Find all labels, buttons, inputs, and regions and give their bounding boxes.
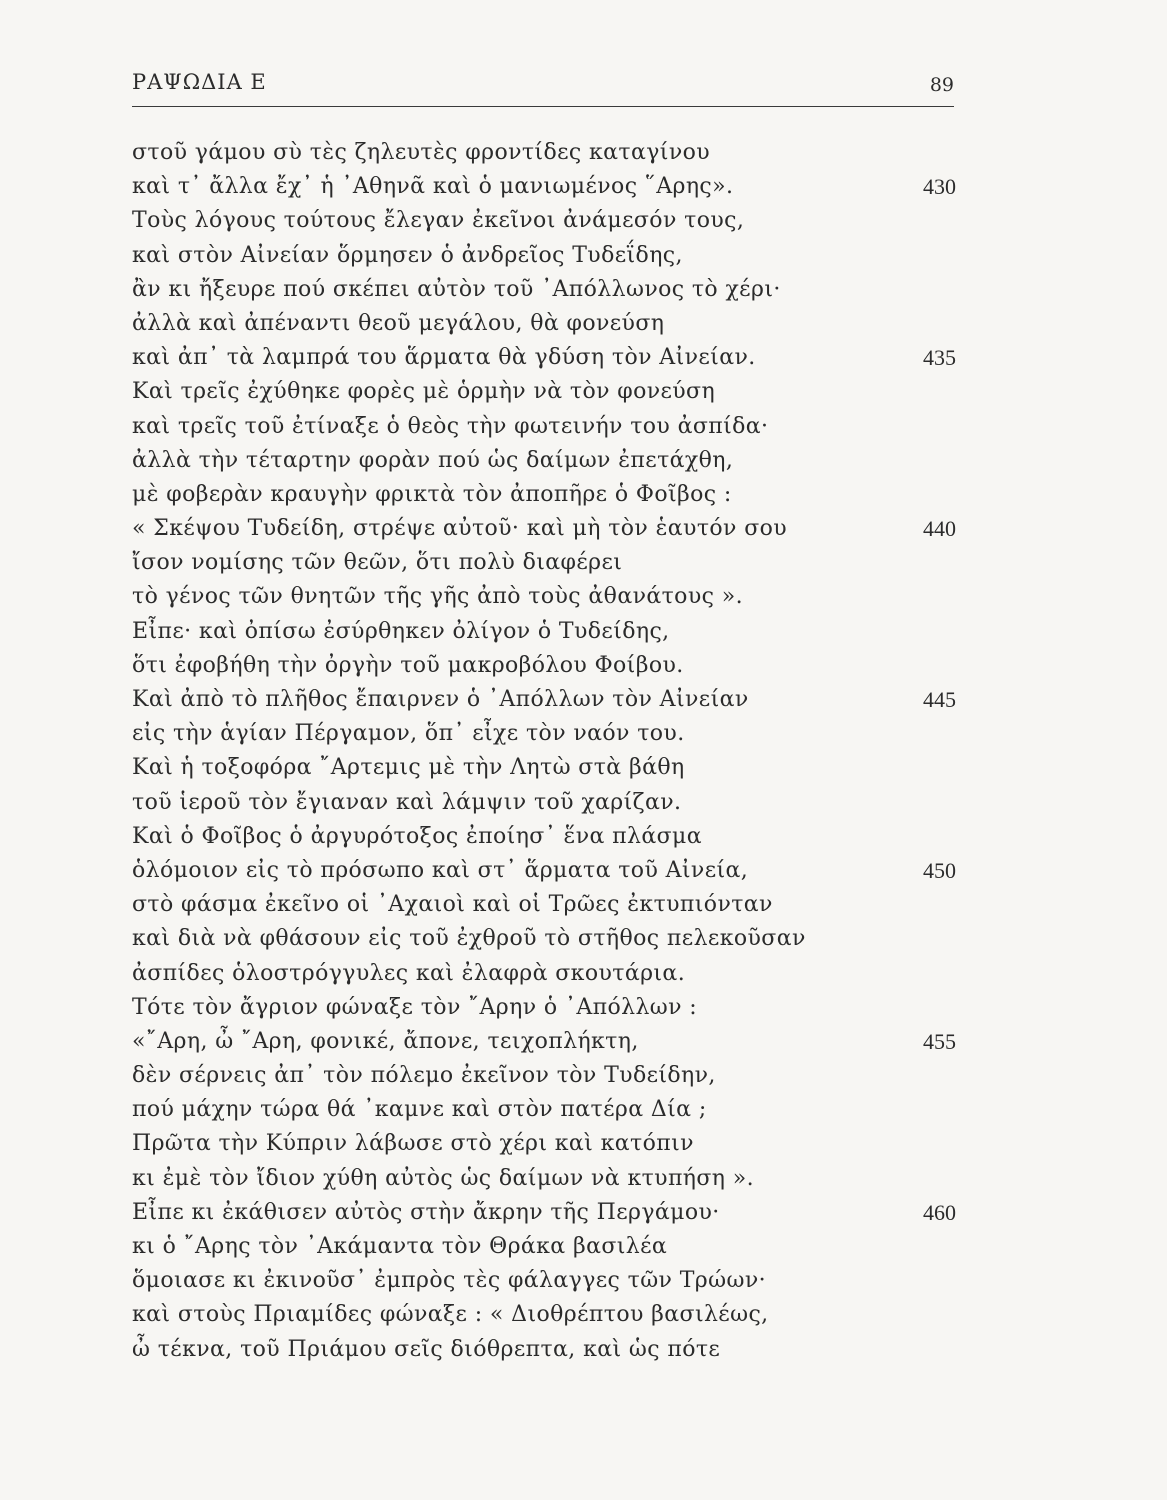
verse-text: ὅμοιασε κι ἐκινοῦσ᾽ ἐμπρὸς τὲς φάλαγγες τῶν Τρώων· xyxy=(132,1268,766,1294)
line-number: 450 xyxy=(923,857,956,883)
verse-text: πού μάχην τώρα θά ᾽καμνε καὶ στὸν πατέρα Δία ; xyxy=(132,1097,707,1123)
verse-text: ἴσον νομίσης τῶν θεῶν, ὅτι πολὺ διαφέρει xyxy=(132,550,623,576)
verse-text: Εἶπε· καὶ ὀπίσω ἐσύρθηκεν ὀλίγον ὁ Τυδείδης, xyxy=(132,618,670,644)
page-number: 89 xyxy=(929,74,954,96)
verse-line xyxy=(132,239,956,273)
verse-text: στὸ φάσμα ἐκεῖνο οἱ ᾽Αχαιοὶ καὶ οἱ Τρῶες ἐκτυπιόνταν xyxy=(132,892,773,918)
verse-line xyxy=(132,991,956,1025)
verse-text: Καὶ ἡ τοξοφόρα ῎Αρτεμις μὲ τὴν Λητὼ στὰ βάθη xyxy=(132,755,685,781)
verse-line xyxy=(132,1333,956,1367)
line-number: 460 xyxy=(923,1199,956,1225)
verse-line xyxy=(132,1059,956,1093)
verse-text: καὶ στοὺς Πριαμίδες φώναξε : « Διοθρέπτου βασιλέως, xyxy=(132,1302,769,1328)
verse-line xyxy=(132,341,956,375)
verse-text: « Σκέψου Τυδείδη, στρέψε αὐτοῦ· καὶ μὴ τὸν ἑαυτόν σου xyxy=(132,516,788,542)
verse-text: καὶ τρεῖς τοῦ ἐτίναξε ὁ θεὸς τὴν φωτεινήν του ἀσπίδα· xyxy=(132,413,769,439)
verse-line xyxy=(132,1298,956,1332)
verse-line xyxy=(132,410,956,444)
verse-text: Καὶ τρεῖς ἐχύθηκε φορὲς μὲ ὁρμὴν νὰ τὸν φονεύση xyxy=(132,379,716,405)
verse-text: τὸ γένος τῶν θνητῶν τῆς γῆς ἀπὸ τοὺς ἀθανάτους ». xyxy=(132,584,743,610)
verse-text: μὲ φοβερὰν κραυγὴν φρικτὰ τὸν ἀποπῆρε ὁ Φοῖβος : xyxy=(132,481,732,507)
verse-line xyxy=(132,375,956,409)
verse-block xyxy=(132,136,956,1367)
line-number: 430 xyxy=(923,174,956,200)
verse-text: ἀλλὰ τὴν τέταρτην φορὰν πού ὡς δαίμων ἐπετάχθη, xyxy=(132,447,734,473)
verse-line xyxy=(132,444,956,478)
verse-line xyxy=(132,204,956,238)
verse-line xyxy=(132,512,956,546)
verse-text: καὶ ἀπ᾽ τὰ λαμπρά του ἅρματα θὰ γδύση τὸν Αἰνείαν. xyxy=(132,345,756,371)
verse-line xyxy=(132,1025,956,1059)
verse-text: κι ἐμὲ τὸν ἴδιον χύθη αὐτὸς ὡς δαίμων νὰ κτυπήση ». xyxy=(132,1165,755,1191)
verse-text: στοῦ γάμου σὺ τὲς ζηλευτὲς φροντίδες καταγίνου xyxy=(132,140,711,165)
verse-line xyxy=(132,854,956,888)
verse-line xyxy=(132,273,956,307)
verse-line xyxy=(132,820,956,854)
verse-text: δὲν σέρνεις ἀπ᾽ τὸν πόλεμο ἐκεῖνον τὸν Τυδείδην, xyxy=(132,1063,716,1089)
verse-line xyxy=(132,717,956,751)
verse-text: ἀλλὰ καὶ ἀπέναντι θεοῦ μεγάλου, θὰ φονεύση xyxy=(132,310,665,336)
verse-line xyxy=(132,136,956,170)
verse-line xyxy=(132,1196,956,1230)
verse-line xyxy=(132,888,956,922)
verse-text: Εἶπε κι ἐκάθισεν αὐτὸς στὴν ἄκρην τῆς Περγάμου· xyxy=(132,1199,720,1225)
verse-text: κι ὁ ῎Αρης τὸν ᾽Ακάμαντα τὸν Θράκα βασιλέα xyxy=(132,1234,668,1259)
verse-text: καὶ στὸν Αἰνείαν ὅρμησεν ὁ ἀνδρεῖος Τυδεΐδης, xyxy=(132,242,683,268)
verse-text: ὁλόμοιον εἰς τὸ πρόσωπο καὶ στ᾽ ἅρματα τοῦ Αἰνεία, xyxy=(132,857,749,883)
line-number: 455 xyxy=(923,1028,956,1054)
verse-line xyxy=(132,922,956,956)
page-header xyxy=(132,66,954,107)
verse-text: εἰς τὴν ἁγίαν Πέργαμον, ὅπ᾽ εἶχε τὸν ναόν του. xyxy=(132,721,685,747)
verse-text: ὦ τέκνα, τοῦ Πριάμου σεῖς διόθρεπτα, καὶ ὡς πότε xyxy=(132,1336,721,1362)
verse-text: Πρῶτα τὴν Κύπριν λάβωσε στὸ χέρι καὶ κατόπιν xyxy=(132,1131,694,1157)
verse-text: τοῦ ἱεροῦ τὸν ἔγιαναν καὶ λάμψιν τοῦ χαρίζαν. xyxy=(132,789,682,815)
line-number: 440 xyxy=(923,516,956,542)
verse-text: καὶ τ᾽ ἄλλα ἔχ᾽ ἡ ᾽Αθηνᾶ καὶ ὁ μανιωμένος ῞Αρης». xyxy=(132,174,734,200)
verse-text: ἂν κι ἤξευρε πού σκέπει αὐτὸν τοῦ ᾽Απόλλωνος τὸ χέρι· xyxy=(132,276,781,302)
verse-line xyxy=(132,751,956,785)
verse-line xyxy=(132,683,956,717)
verse-line xyxy=(132,1127,956,1161)
verse-text: ἀσπίδες ὁλοστρόγγυλες καὶ ἐλαφρὰ σκουτάρια. xyxy=(132,960,686,986)
verse-line xyxy=(132,957,956,991)
line-number: 435 xyxy=(923,345,956,371)
verse-line xyxy=(132,580,956,614)
verse-line xyxy=(132,1093,956,1127)
verse-line xyxy=(132,649,956,683)
running-title: ΡΑΨΩΔΙΑ Ε xyxy=(132,70,267,94)
verse-text: Τοὺς λόγους τούτους ἔλεγαν ἐκεῖνοι ἀνάμεσόν τους, xyxy=(132,208,745,234)
verse-line xyxy=(132,1162,956,1196)
line-number: 445 xyxy=(923,687,956,712)
verse-text: ὅτι ἐφοβήθη τὴν ὀργὴν τοῦ μακροβόλου Φοίβου. xyxy=(132,652,684,678)
verse-line xyxy=(132,307,956,341)
verse-text: Τότε τὸν ἄγριον φώναξε τὸν ῎Αρην ὁ ᾽Απόλλων : xyxy=(132,994,698,1020)
verse-line xyxy=(132,170,956,204)
verse-line xyxy=(132,1264,956,1298)
verse-line xyxy=(132,478,956,512)
verse-line xyxy=(132,615,956,649)
verse-text: Καὶ ὁ Φοῖβος ὁ ἀργυρότοξος ἐποίησ᾽ ἕνα πλάσμα xyxy=(132,823,702,849)
verse-text: Καὶ ἀπὸ τὸ πλῆθος ἔπαιρνεν ὁ ᾽Απόλλων τὸν Αἰνείαν xyxy=(132,687,749,712)
verse-text: «῎Αρη, ὦ ῎Αρη, φονικέ, ἄπονε, τειχοπλήκτη, xyxy=(132,1028,639,1054)
verse-text: καὶ διὰ νὰ φθάσουν εἰς τοῦ ἐχθροῦ τὸ στῆθος πελεκοῦσαν xyxy=(132,926,806,952)
verse-line xyxy=(132,1230,956,1264)
verse-line xyxy=(132,786,956,820)
verse-line xyxy=(132,546,956,580)
